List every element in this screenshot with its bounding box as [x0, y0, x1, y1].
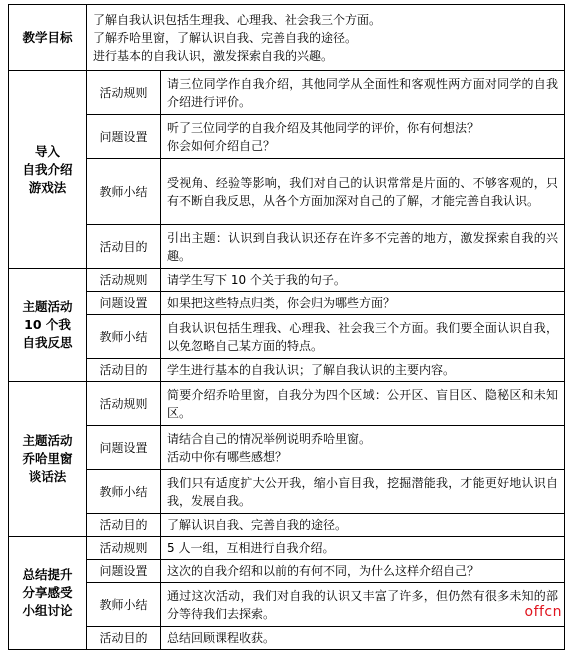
- row-text: [161, 359, 565, 382]
- activity-row: [9, 560, 565, 583]
- row-label: 活动规则: [87, 71, 161, 115]
- row-label: 活动目的: [87, 225, 161, 269]
- section-title-line: 小组讨论: [22, 603, 73, 618]
- row-label: 问题设置: [87, 292, 161, 315]
- objective-line: 进行基本的自我认识，激发探索自我的兴趣。: [93, 48, 334, 63]
- activity-row: [9, 225, 565, 269]
- row-text-line: 简要介绍乔哈里窗，自我分为四个区域：公开区、盲目区、隐秘区和未知区。: [167, 387, 559, 420]
- row-text-line: 我们只有适度扩大公开我，缩小盲目我，挖掘潜能我，才能更好地认识自我，发展自我。: [167, 475, 559, 508]
- section-title-line: 总结提升: [22, 567, 73, 582]
- section-title-line: 谈话法: [28, 469, 67, 484]
- activity-row: [9, 537, 565, 560]
- activity-row: [9, 470, 565, 514]
- row-text-line: 学生进行基本的自我认识；了解自我认识的主要内容。: [167, 363, 456, 377]
- row-text: [161, 470, 565, 514]
- activity-row: [9, 514, 565, 537]
- activity-row: [9, 292, 565, 315]
- activity-row: [9, 71, 565, 115]
- row-text-line: 请学生写下 10 个关于我的句子。: [167, 273, 346, 287]
- row-text: [161, 292, 565, 315]
- section-title: [9, 71, 87, 269]
- row-text-line: 这次的自我介绍和以前的有何不同，为什么这样介绍自己？: [167, 564, 480, 578]
- row-label: 教师小结: [87, 470, 161, 514]
- row-text-line: 通过这次活动，我们对自我的认识又丰富了许多，但仍然有很多未知的部分等待我们去探索。: [167, 588, 559, 621]
- section-title: [9, 269, 87, 382]
- section-title-line: 主题活动: [22, 299, 73, 314]
- section-title: [9, 537, 87, 650]
- row-text-line: 受视角、经验等影响，我们对自己的认识常常是片面的、不够客观的，只有不断自我反思，从各个方面加深对自己的了解，才能完善自我认识。: [167, 175, 559, 208]
- row-text: [161, 315, 565, 359]
- row-text-line: 你会如何介绍自己？: [167, 138, 276, 153]
- objective-row: [9, 5, 565, 71]
- section-title: [9, 382, 87, 537]
- section-title-line: 自我反思: [22, 335, 73, 350]
- activity-row: [9, 159, 565, 225]
- activity-row: [9, 583, 565, 627]
- row-text: [161, 71, 565, 115]
- activity-row: [9, 627, 565, 650]
- row-text-line: 了解认识自我、完善自我的途径。: [167, 518, 348, 532]
- row-text-line: 引出主题：认识到自我认识还存在许多不完善的地方，激发探索自我的兴趣。: [167, 230, 559, 263]
- section-title-line: 游戏法: [28, 179, 67, 195]
- row-label: 活动规则: [87, 382, 161, 426]
- activity-row: [9, 269, 565, 292]
- section-title-line: 分享感受: [22, 585, 73, 600]
- row-label: 教师小结: [87, 159, 161, 225]
- row-label: 活动目的: [87, 627, 161, 650]
- row-label: 活动目的: [87, 359, 161, 382]
- objective-label: 教学目标: [9, 5, 87, 71]
- row-label: 问题设置: [87, 560, 161, 583]
- objective-line: 了解乔哈里窗，了解认识自我、完善自我的途径。: [93, 30, 358, 45]
- row-label: 活动规则: [87, 537, 161, 560]
- row-label: 教师小结: [87, 583, 161, 627]
- row-text-line: 听了三位同学的自我介绍及其他同学的评价，你有何想法？: [167, 120, 480, 135]
- row-label: 活动目的: [87, 514, 161, 537]
- row-text-line: 活动中你有哪些感想？: [167, 449, 288, 464]
- row-label: 教师小结: [87, 315, 161, 359]
- row-text: [161, 159, 565, 225]
- row-text: [161, 225, 565, 269]
- row-text: [161, 627, 565, 650]
- row-label: 问题设置: [87, 115, 161, 159]
- row-text: [161, 537, 565, 560]
- activity-row: [9, 359, 565, 382]
- row-text-line: 请结合自己的情况举例说明乔哈里窗。: [167, 431, 372, 446]
- row-text-line: 请三位同学作自我介绍，其他同学从全面性和客观性两方面对同学的自我介绍进行评价。: [167, 76, 559, 109]
- row-text-line: 如果把这些特点归类，你会归为哪些方面？: [167, 296, 396, 310]
- row-label: 问题设置: [87, 426, 161, 470]
- activity-row: [9, 382, 565, 426]
- lesson-plan-table: [8, 4, 565, 650]
- row-text-line: 总结回顾课程收获。: [167, 631, 276, 645]
- row-text: [161, 426, 565, 470]
- section-title-line: 导入: [34, 143, 60, 159]
- row-text-line: 5 人一组，互相进行自我介绍。: [167, 541, 335, 555]
- row-text-line: 自我认识包括生理我、心理我、社会我三个方面。我们要全面认识自我，以免忽略自己某方面的特点。: [167, 320, 559, 353]
- section-title-line: 乔哈里窗: [22, 451, 73, 466]
- section-title-line: 主题活动: [22, 433, 73, 448]
- row-label: 活动规则: [87, 269, 161, 292]
- offcn-watermark: offcn: [524, 604, 562, 620]
- objective-text: [87, 5, 565, 71]
- row-text: [161, 514, 565, 537]
- section-title-line: 10 个我: [24, 317, 71, 332]
- row-text: [161, 115, 565, 159]
- objective-line: 了解自我认识包括生理我、心理我、社会我三个方面。: [93, 12, 382, 27]
- activity-row: [9, 426, 565, 470]
- activity-row: [9, 315, 565, 359]
- row-text: [161, 382, 565, 426]
- row-text: [161, 583, 565, 627]
- row-text: [161, 560, 565, 583]
- row-text: [161, 269, 565, 292]
- activity-row: [9, 115, 565, 159]
- section-title-line: 自我介绍: [22, 161, 73, 177]
